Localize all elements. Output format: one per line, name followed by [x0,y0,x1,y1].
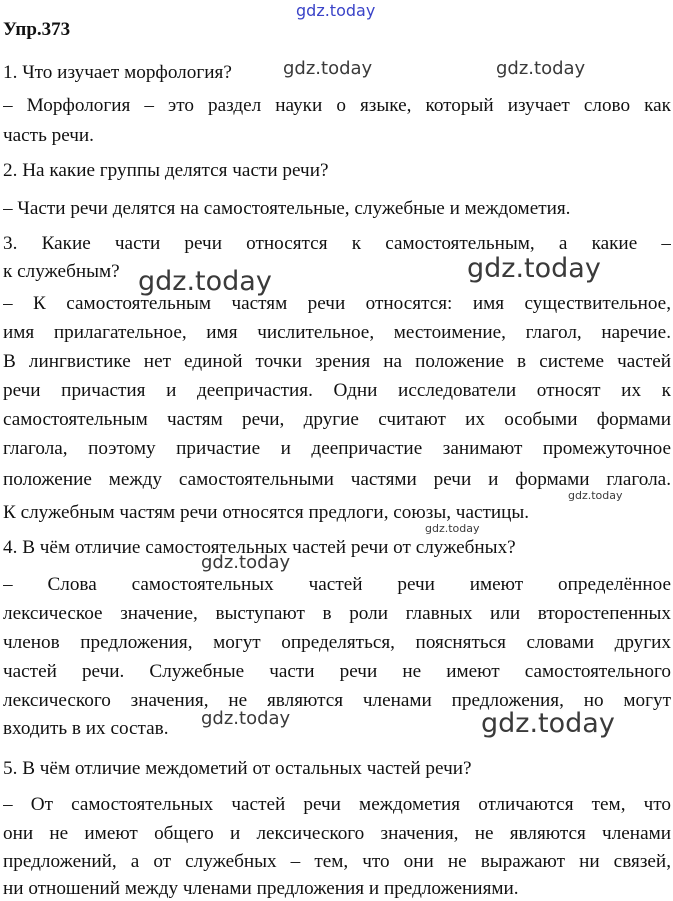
answer-4-line-6: входить в их состав. [3,718,169,739]
watermark: gdz.today [425,522,480,535]
question-4: 4. В чём отличие самостоятельных частей речи от служебных? [3,537,516,558]
watermark: gdz.today [568,489,623,502]
watermark: gdz.today [467,253,601,284]
question-3-line-2: к служебным? [3,261,120,282]
answer-1-line-2: часть речи. [3,125,94,146]
answer-5-line-2: они не имеют общего и лексического значения, не являются членами [3,823,671,844]
answer-4-line-4: частей речи. Служебные части речи не имеют самостоятельного [3,661,671,682]
answer-4-line-3: членов предложения, могут определяться, поясняться словами других [3,632,671,653]
watermark: gdz.today [201,552,291,573]
answer-5-line-4: ни отношений между членами предложения и предложениями. [3,878,519,899]
question-1: 1. Что изучает морфология? [3,62,232,83]
answer-5-line-1: – От самостоятельных частей речи междометия отличаются тем, что [3,794,671,815]
answer-3-line-4: речи причастия и деепричастия. Одни исследователи относят их к [3,380,671,401]
answer-3-line-5: самостоятельным частям речи, другие считают их особыми формами [3,409,671,430]
watermark: gdz.today [481,708,615,739]
answer-2-line-1: – Части речи делятся на самостоятельные, служебные и междометия. [3,198,571,219]
answer-1-line-1: – Морфология – это раздел науки о языке, который изучает слово как [3,95,671,116]
question-5: 5. В чём отличие междометий от остальных частей речи? [3,758,472,779]
answer-3-line-1: – К самостоятельным частям речи относятся: имя существительное, [3,293,671,314]
answer-3-line-8: К служебным частям речи относятся предлоги, союзы, частицы. [3,502,530,523]
answer-4-line-5: лексического значения, не являются членами предложения, но могут [3,690,671,711]
watermark: gdz.today [138,266,272,297]
answer-4-line-1: – Слова самостоятельных частей речи имеют определённое [3,574,671,595]
exercise-title: Упр.373 [3,19,71,40]
answer-4-line-2: лексическое значение, выступают в роли главных или второстепенных [3,603,671,624]
question-2: 2. На какие группы делятся части речи? [3,160,329,181]
answer-5-line-3: предложений, а от служебных – тем, что они не выражают ни связей, [3,851,671,872]
watermark: gdz.today [201,708,291,729]
watermark: gdz.today [283,58,373,79]
answer-3-line-2: имя прилагательное, имя числительное, местоимение, глагол, наречие. [3,322,671,343]
answer-3-line-6: глагола, поэтому причастие и деепричастие занимают промежуточное [3,438,671,459]
watermark: gdz.today [496,58,586,79]
watermark-top: gdz.today [296,1,376,20]
answer-3-line-7: положение между самостоятельными частями речи и формами глагола. [3,469,671,490]
answer-3-line-3: В лингвистике нет единой точки зрения на положение в системе частей [3,351,671,372]
question-3-line-1: 3. Какие части речи относятся к самостоятельным, а какие – [3,233,671,254]
